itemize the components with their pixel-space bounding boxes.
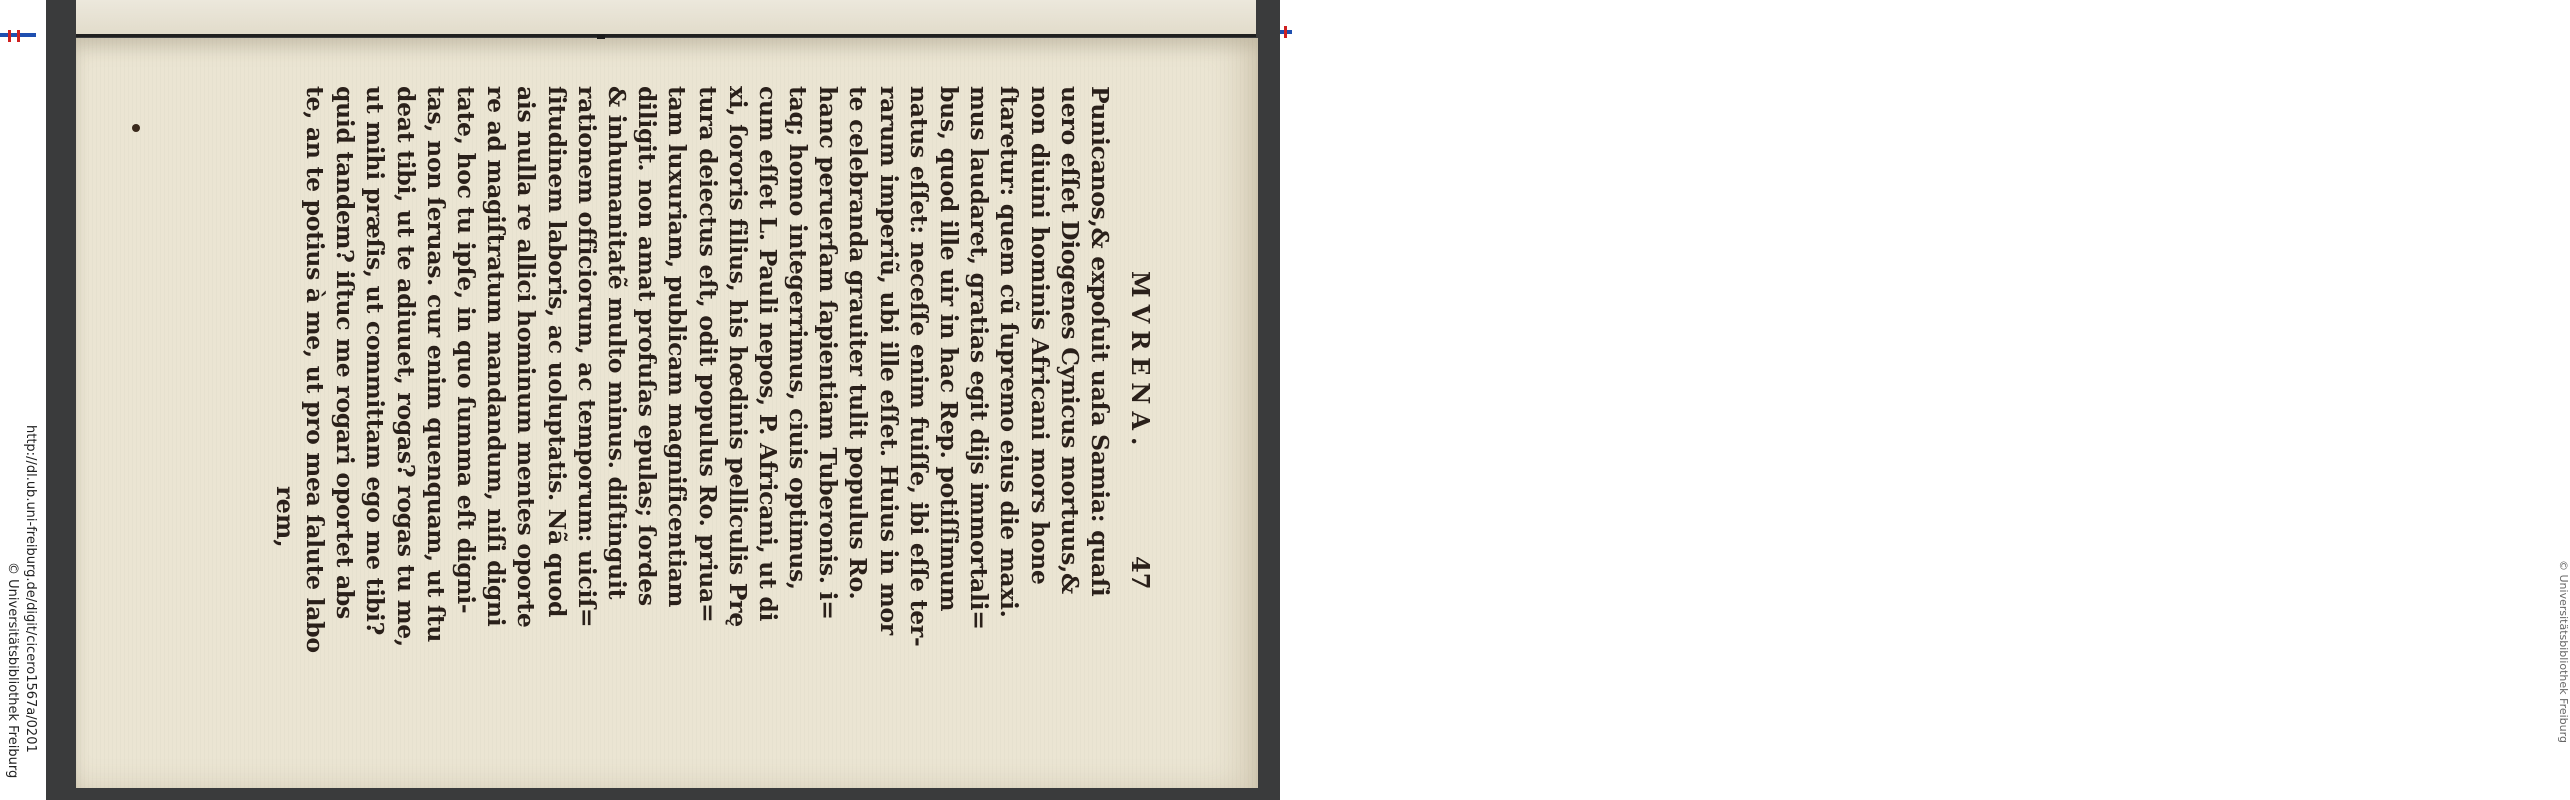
text-line: mus laudaret, gratias egit dijs immortali= — [965, 86, 994, 630]
right-copyright: © Universitätsbibliothek Freiburg — [2557, 560, 2570, 743]
previous-page-edge — [76, 0, 1256, 37]
text-line: ut mihi præſis, ut committam ego me tibi? — [361, 86, 390, 636]
viewer-flag-right-icon — [1280, 26, 1292, 38]
text-line: rarum imperiũ, ubi ille eſſet. Huius in mor — [874, 86, 903, 635]
text-line: tura deiectus eſt, odit populus Ro. priua= — [693, 86, 722, 623]
text-line: taq; homo integerrimus, ciuis optimus, — [784, 86, 813, 590]
text-line: Punicanos,& expoſuit uaſa Samia: quaſi — [1086, 86, 1114, 597]
running-head-title: MVRENA. — [1126, 271, 1155, 453]
catchword: rem, — [271, 486, 300, 548]
text-line: xi, ſororis filius, his hœdinis pelliculis Prę — [723, 86, 752, 627]
text-line: natus eſſet: neceſſe enim fuiſſe, ibi eſſe ter- — [904, 86, 933, 647]
text-line: ſitudinem laboris, ac uoluptatis. Nã quod — [542, 86, 571, 618]
text-line: & inhumanitatẽ multo minus. diſtinguit — [603, 86, 631, 600]
text-line: tate, hoc tu ipſe, in quo ſumma eſt digni- — [452, 86, 481, 614]
right-info-strip — [1280, 0, 2570, 800]
text-line: bus, quod ille uir in hac Rep. potiſſimum — [935, 86, 964, 612]
text-line: tam luxuriam, publicam magnificentiam — [663, 86, 692, 608]
text-line: te, an te potius à me, ut pro mea ſalute labo — [301, 86, 330, 653]
left-info-strip — [0, 0, 46, 800]
text-line: ſtaretur: quem cũ ſupremo eius die maxi. — [995, 86, 1024, 618]
text-line: tas, non ſeruas. cur enim quenquam, ut ſtu — [421, 86, 450, 643]
ink-spot — [132, 124, 140, 132]
text-line: diligit. non amat profuſas epulas; ſordes — [633, 86, 662, 606]
text-line: uero eſſet Diogenes Cynicus mortuus,& — [1055, 86, 1084, 594]
running-head — [1115, 86, 1155, 626]
page-number: 47 — [1126, 556, 1155, 590]
text-line: quid tandem? iſtuc me rogari oportet abs — [331, 86, 360, 619]
text-line: non diuini hominis Africani mors hone — [1025, 86, 1054, 585]
text-line: deat tibi, ut te adiuuet, rogas? rogas tu me, — [391, 86, 420, 647]
text-line: re ad magiſtratum mandandum, niſi digni — [482, 86, 511, 627]
page-text-block — [215, 86, 1155, 653]
text-line: rationem officiorum, ac temporum: uiciſ= — [572, 86, 601, 628]
text-line: hanc peruerſam ſapientiam Tuberonis. i= — [814, 86, 843, 620]
viewer-flag-icon — [0, 30, 36, 40]
source-url: http://dl.ub.uni-freiburg.de/digit/cicero1567a/0201 — [23, 425, 38, 753]
binding-mark — [597, 35, 605, 39]
text-line: te celebranda grauiter tulit populus Ro. — [844, 86, 873, 600]
copyright-notice: © Universitätsbibliothek Freiburg — [5, 562, 20, 779]
text-line: cum eſſet L. Pauli nepos, P. Africani, ut di — [753, 86, 782, 622]
body-text — [300, 86, 1115, 653]
text-line: ais nulla re allici hominum mentes oporte — [512, 86, 541, 628]
